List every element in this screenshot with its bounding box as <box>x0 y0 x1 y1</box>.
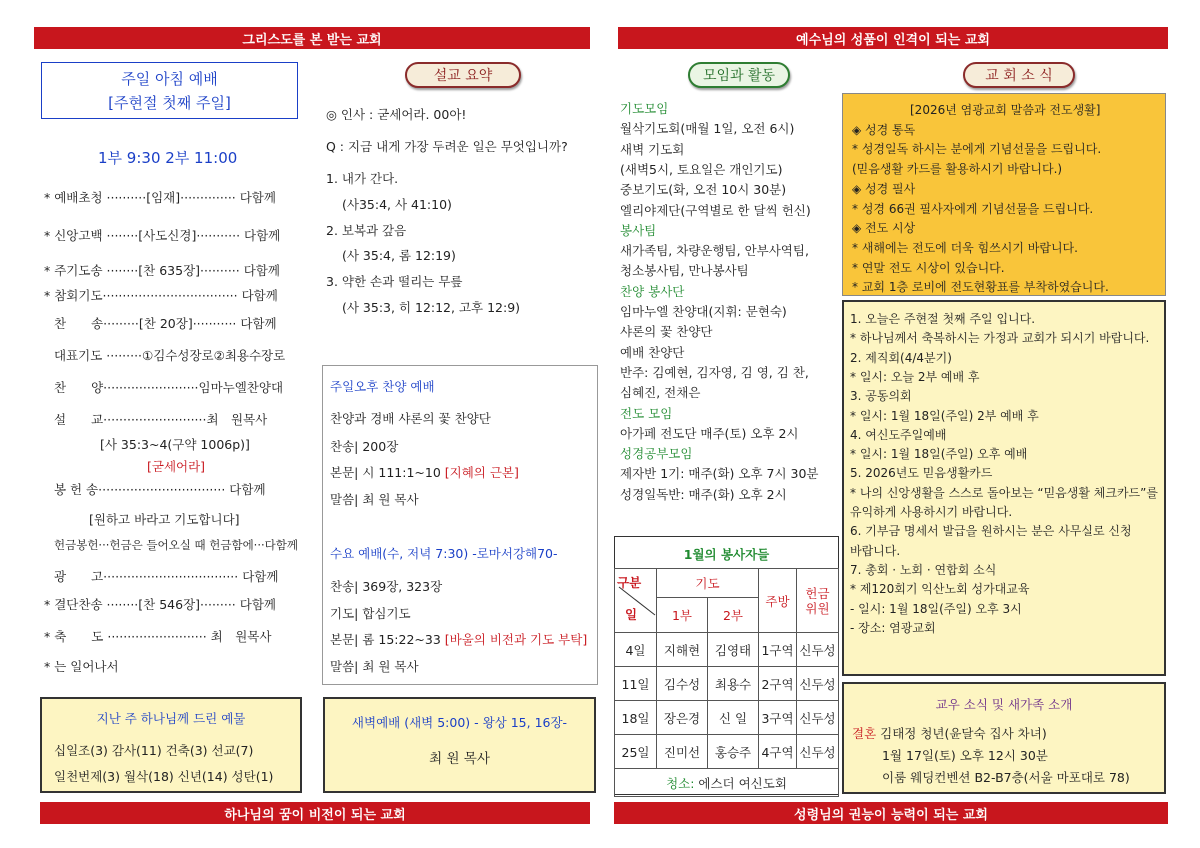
footer-band-left: 하나님의 꿈이 비전이 되는 교회 <box>40 802 590 824</box>
worship-times: 1부 9:30 2부 11:00 <box>98 149 238 167</box>
order-item-13: 광 고·································· 다함께 <box>54 569 279 584</box>
server-cell: 18일 <box>615 701 657 735</box>
server-cell: 신 일 <box>708 701 759 735</box>
news-item-11: 6. 기부금 명세서 발급을 원하시는 분은 사무실로 신청 <box>850 524 1132 539</box>
yellow-line-4: ◈ 성경 필사 <box>852 181 916 196</box>
servers-rows <box>615 633 839 769</box>
yellow-line-3: (믿음생활 카드를 활용하시기 바랍니다.) <box>852 162 1063 177</box>
activity-line-1: 월삭기도회(매월 1일, 오전 6시) <box>620 121 795 137</box>
header-band-left: 그리스도를 본 받는 교회 <box>34 27 590 49</box>
pm-title: 주일오후 찬양 예배 <box>330 379 435 394</box>
news-item-15: - 일시: 1월 18일(주일) 오후 3시 <box>850 601 1022 616</box>
activity-line-8: 청소봉사팀, 만나봉사팀 <box>620 263 749 279</box>
server-cell: 신두성 <box>797 701 839 735</box>
news-item-0: 1. 오늘은 주현절 첫째 주일 입니다. <box>850 312 1036 326</box>
yellow-line-8: * 연말 전도 시상이 있습니다. <box>852 260 1005 275</box>
activity-line-6: 봉사팀 <box>620 222 657 238</box>
header-il-text: 일 <box>625 607 638 622</box>
pm-text: 본문| 시 111:1~10 <box>330 465 445 480</box>
news-item-5: * 일시: 1월 18일(주일) 2부 예배 후 <box>850 408 1039 423</box>
server-cell: 김수성 <box>657 667 708 701</box>
news-item-13: 7. 총회 · 노회 · 연합회 소식 <box>850 562 997 577</box>
news-item-2: 2. 제직회(4/4분기) <box>850 350 952 365</box>
news-item-1: * 하나님께서 축복하시는 가정과 교회가 되시기 바랍니다. <box>850 331 1150 346</box>
order-item-9: [굳세어라] <box>147 459 206 474</box>
news-item-10: 유익하게 사용하시기 바랍니다. <box>850 505 1013 519</box>
yellow-line-0: [2026년 염광교회 말씀과 전도생활] <box>910 103 1101 117</box>
worship-subtitle: [주현절 첫째 주일] <box>108 94 231 112</box>
server-row <box>615 667 839 701</box>
server-cell: 2구역 <box>759 667 797 701</box>
dawn-pastor: 최 원 목사 <box>429 751 490 767</box>
order-item-3: * 참회기도·································· 다함께 <box>44 288 278 303</box>
activity-line-5: 엘리야제단(구역별로 한 달씩 헌신) <box>620 202 811 218</box>
sermon-line-7: (사 35:3, 히 12:12, 고후 12:9) <box>342 300 521 315</box>
pm-line-1: 찬양과 경배 샤론의 꽃 찬양단 <box>330 411 491 426</box>
activity-line-4: 중보기도(화, 오전 10시 30분) <box>620 182 787 198</box>
family-text: 김태정 청년(윤달숙 집사 차녀) <box>876 726 1047 741</box>
sermon-line-0: ◎ 인사 : 굳세어라. 00아! <box>326 107 467 122</box>
order-item-4: 찬 송·········[찬 20장]··········· 다함께 <box>54 316 277 331</box>
yellow-line-9: * 교회 1층 로비에 전도현황표를 부착하였습니다. <box>852 280 1109 295</box>
clean-value: 에스더 여신도회 <box>694 775 787 791</box>
activity-line-19: 성경일독반: 매주(화) 오후 2시 <box>620 486 787 502</box>
family-title: 교우 소식 및 새가족 소개 <box>935 697 1073 712</box>
wed-title: 수요 예배(수, 저녁 7:30) -로마서강해70- <box>330 546 558 561</box>
news-item-7: * 일시: 1월 18일(주일) 오후 예배 <box>850 447 1028 462</box>
sermon-line-5: (사 35:4, 롬 12:19) <box>342 248 456 263</box>
wed-line-2: 기도| 합심기도 <box>330 606 411 621</box>
order-item-1: * 신앙고백 ········[사도신경]··········· 다함께 <box>44 228 281 243</box>
wed-text-title: [바울의 비전과 기도 부탁] <box>444 632 588 647</box>
activity-line-13: 반주: 김예현, 김자영, 김 영, 김 찬, <box>620 364 809 380</box>
server-cell: 4일 <box>615 633 657 667</box>
server-cell: 25일 <box>615 735 657 769</box>
yellow-line-6: ◈ 전도 시상 <box>852 221 916 236</box>
sermon-line-2: 1. 내가 간다. <box>326 171 399 186</box>
family-line-3: 이룸 웨딩컨벤션 B2-B7층(서울 마포대로 78) <box>882 770 1130 785</box>
clean-row <box>615 769 839 797</box>
header-gubun <box>615 569 657 633</box>
activity-line-17: 성경공부모임 <box>620 446 693 462</box>
wed-text: 본문| 롬 15:22~33 <box>330 632 445 647</box>
news-item-12: 바랍니다. <box>850 543 901 558</box>
activity-line-11: 샤론의 꽃 찬양단 <box>620 324 713 340</box>
activity-line-18: 제자반 1기: 매주(화) 오후 7시 30분 <box>620 466 819 482</box>
offering-box <box>40 697 302 793</box>
server-cell: 홍승주 <box>708 735 759 769</box>
server-row <box>615 735 839 769</box>
family-line-2: 1월 17일(토) 오후 12시 30분 <box>882 748 1048 763</box>
dawn-box <box>323 697 596 793</box>
activity-line-14: 심혜진, 전채은 <box>620 385 701 401</box>
offering-row-2: 일천번제(3) 월삭(18) 신년(14) 성탄(1) <box>54 769 274 784</box>
wed-line-1: 찬송| 369장, 323장 <box>330 579 443 594</box>
server-cell: 지해현 <box>657 633 708 667</box>
order-item-12: 헌금봉헌···헌금은 들어오실 때 헌금함에···다함께 <box>54 538 298 552</box>
server-cell: 4구역 <box>759 735 797 769</box>
yellow-line-7: * 새해에는 전도에 더욱 힘쓰시기 바랍니다. <box>852 240 1078 255</box>
sermon-line-4: 2. 보복과 갚음 <box>326 223 407 238</box>
activities-label: 모임과 활동 <box>688 62 790 88</box>
family-box <box>842 682 1166 794</box>
pm-text-title: [지혜의 근본] <box>444 465 519 480</box>
header-prayer: 기도 <box>657 569 759 598</box>
dawn-title: 새벽예배 (새벽 5:00) - 왕상 15, 16장- <box>351 715 568 730</box>
servers-table <box>614 568 839 797</box>
yellow-line-2: * 성경일독 하시는 분에게 기념선물을 드립니다. <box>852 142 1102 157</box>
sermon-summary-label: 설교 요약 <box>405 62 521 88</box>
activity-line-9: 찬양 봉사단 <box>620 283 685 299</box>
yellow-line-5: * 성경 66권 필사자에게 기념선물을 드립니다. <box>852 201 1094 216</box>
header-1bu: 1부 <box>657 597 708 632</box>
server-row <box>615 701 839 735</box>
server-cell: 신두성 <box>797 735 839 769</box>
footer-band-right: 성령님의 권능이 능력이 되는 교회 <box>614 802 1168 824</box>
family-label: 결혼 <box>852 726 877 741</box>
activity-line-10: 임마누엘 찬양대(지휘: 문현숙) <box>620 304 787 319</box>
order-item-14: * 결단찬송 ········[찬 546장]········· 다함께 <box>44 597 276 612</box>
order-item-10: 봉 헌 송································ 다함께 <box>54 482 266 497</box>
wed-line-3 <box>330 630 587 648</box>
worship-title-box <box>41 62 298 119</box>
news-item-4: 3. 공동의회 <box>850 389 912 404</box>
worship-title: 주일 아침 예배 <box>121 70 218 88</box>
order-item-7: 설 교··························최 원목사 <box>54 412 268 427</box>
news-item-14: * 제120회기 익산노회 성가대교육 <box>850 582 1030 597</box>
activity-line-0: 기도모임 <box>620 101 669 116</box>
server-row <box>615 633 839 667</box>
activity-line-3: (새벽5시, 토요일은 개인기도) <box>620 161 783 177</box>
order-item-6: 찬 양························임마누엘찬양대 <box>54 380 284 395</box>
server-cell: 김영태 <box>708 633 759 667</box>
offering-row-1: 십일조(3) 감사(11) 건축(3) 선교(7) <box>54 743 254 758</box>
news-label: 교 회 소 식 <box>963 62 1075 88</box>
order-item-16: * 는 일어나서 <box>44 659 119 674</box>
order-item-8: [사 35:3~4(구약 1006p)] <box>100 437 250 452</box>
sermon-line-3: (사35:4, 사 41:10) <box>342 197 452 212</box>
server-cell: 3구역 <box>759 701 797 735</box>
server-cell: 진미선 <box>657 735 708 769</box>
clean-label: 청소: <box>666 775 695 791</box>
server-cell: 신두성 <box>797 667 839 701</box>
news-item-3: * 일시: 오늘 2부 예배 후 <box>850 369 980 384</box>
server-cell: 1구역 <box>759 633 797 667</box>
order-item-11: [원하고 바라고 기도합니다] <box>89 512 240 527</box>
activity-line-12: 예배 찬양단 <box>620 344 685 360</box>
order-item-2: * 주기도송 ········[찬 635장]·········· 다함께 <box>44 263 280 278</box>
offering-title: 지난 주 하나님께 드린 예물 <box>96 711 246 726</box>
order-item-5: 대표기도 ·········①김수성장로②최용수장로 <box>54 348 286 363</box>
news-item-8: 5. 2026년도 믿음생활카드 <box>850 466 993 481</box>
server-cell: 신두성 <box>797 633 839 667</box>
activity-line-7: 새가족팀, 차량운행팀, 안부사역팀, <box>620 243 809 259</box>
sermon-line-6: 3. 약한 손과 떨리는 무릎 <box>326 274 463 289</box>
yellow-line-1: ◈ 성경 통독 <box>852 122 916 137</box>
activity-line-2: 새벽 기도회 <box>620 141 685 157</box>
header-gubun-text: 구분 <box>617 575 642 590</box>
server-cell: 최용수 <box>708 667 759 701</box>
activity-line-15: 전도 모임 <box>620 405 673 421</box>
news-item-6: 4. 여신도주일예배 <box>850 427 947 442</box>
server-cell: 장은경 <box>657 701 708 735</box>
order-item-0: * 예배초청 ··········[임재]·············· 다함께 <box>44 190 276 205</box>
server-cell: 11일 <box>615 667 657 701</box>
news-item-9: * 나의 신앙생활을 스스로 돌아보는 “믿음생활 체크카드”를 <box>850 485 1158 500</box>
pm-line-3 <box>330 463 519 481</box>
header-jubang: 주방 <box>759 569 797 633</box>
sermon-line-1: Q : 지금 내게 가장 두려운 일은 무엇입니까? <box>326 139 568 154</box>
header-band-right: 예수님의 성품이 인격이 되는 교회 <box>618 27 1168 49</box>
family-line-1 <box>852 724 1047 742</box>
pm-line-2: 찬송| 200장 <box>330 439 399 454</box>
pm-line-4: 말씀| 최 원 목사 <box>330 492 419 507</box>
wed-line-4: 말씀| 최 원 목사 <box>330 659 419 674</box>
order-item-15: * 축 도 ························· 최 원목사 <box>44 629 272 644</box>
header-2bu: 2부 <box>708 597 759 632</box>
activity-line-16: 아가페 전도단 매주(토) 오후 2시 <box>620 425 799 441</box>
servers-title: 1월의 봉사자들 <box>683 547 770 562</box>
news-item-16: - 장소: 염광교회 <box>850 620 936 635</box>
header-money: 헌금위원 <box>797 569 839 633</box>
